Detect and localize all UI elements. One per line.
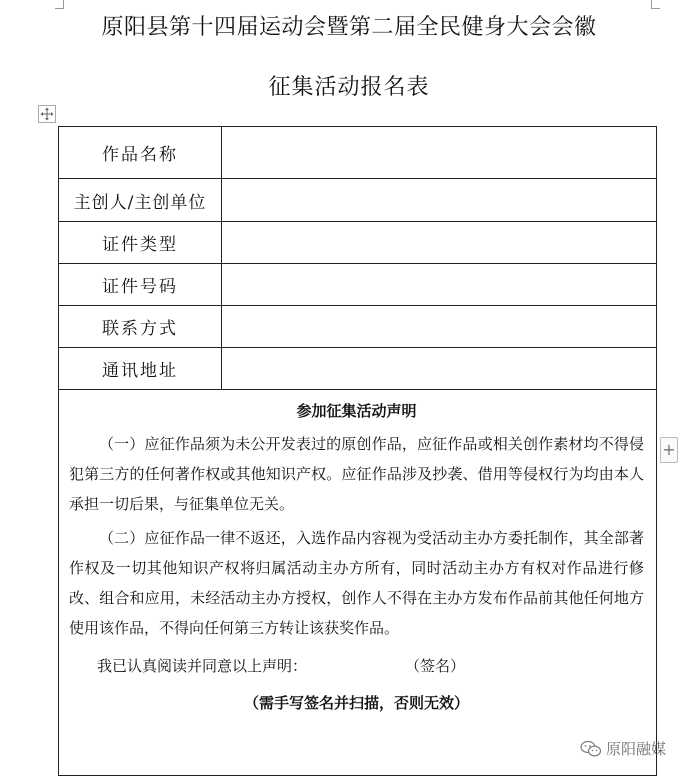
table-row xyxy=(59,179,657,222)
agreement-text: 我已认真阅读并同意以上声明： xyxy=(97,657,308,675)
source-watermark xyxy=(580,738,666,759)
declaration-cell xyxy=(59,390,657,776)
input-cell-id-number[interactable] xyxy=(222,264,657,306)
signature-label: （签名） xyxy=(405,657,466,675)
declaration-paragraph-2: （二）应征作品一律不返还，入选作品内容视为受活动主办方委托制作，其全部著作权及一切其他知识产权将归属活动主办方所有，同时活动主办方有权对作品进行修改、组合和应用，未经活动主办方授权，创作人不得在主办方发布作品前其他任何地方使用该作品，不得向任何第三方转让该获奖作品。 xyxy=(69,529,644,637)
wechat-icon xyxy=(580,740,602,758)
registration-form-table xyxy=(58,126,657,776)
input-cell-work-name[interactable] xyxy=(222,127,657,179)
move-arrows-icon xyxy=(40,107,54,121)
document-title-line2: 征集活动报名表 xyxy=(268,75,430,100)
page-corner-mark-left xyxy=(55,0,64,9)
input-cell-id-type[interactable] xyxy=(222,222,657,264)
input-cell-address[interactable] xyxy=(222,348,657,390)
declaration-title: 参加征集活动声明 xyxy=(296,402,417,420)
table-row xyxy=(59,222,657,264)
page-corner-mark-right xyxy=(651,0,660,9)
watermark-text: 原阳融媒 xyxy=(606,740,667,758)
row-label-work-name: 作品名称 xyxy=(59,127,222,179)
table-move-handle[interactable] xyxy=(38,105,56,123)
declaration-paragraph-1: （一）应征作品须为未公开发表过的原创作品，应征作品或相关创作素材均不得侵犯第三方的任何著作权或其他知识产权。应征作品涉及抄袭、借用等侵权行为均由本人承担一切后果，与征集单位无关。 xyxy=(69,435,644,513)
document-title-line1: 原阳县第十四届运动会暨第二届全民健身大会会徽 xyxy=(101,15,597,40)
row-label-contact: 联系方式 xyxy=(59,306,222,348)
table-row xyxy=(59,306,657,348)
table-row xyxy=(59,264,657,306)
row-label-id-number: 证件号码 xyxy=(59,264,222,306)
input-cell-creator[interactable] xyxy=(222,179,657,222)
signature-note: （需手写签名并扫描，否则无效） xyxy=(243,694,469,712)
row-label-id-type: 证件类型 xyxy=(59,222,222,264)
row-label-address: 通讯地址 xyxy=(59,348,222,390)
table-row xyxy=(59,390,657,776)
table-row xyxy=(59,127,657,179)
agreement-line xyxy=(69,655,644,676)
add-row-button[interactable]: + xyxy=(660,437,678,463)
table-row xyxy=(59,348,657,390)
row-label-creator: 主创人/主创单位 xyxy=(59,179,222,222)
input-cell-contact[interactable] xyxy=(222,306,657,348)
